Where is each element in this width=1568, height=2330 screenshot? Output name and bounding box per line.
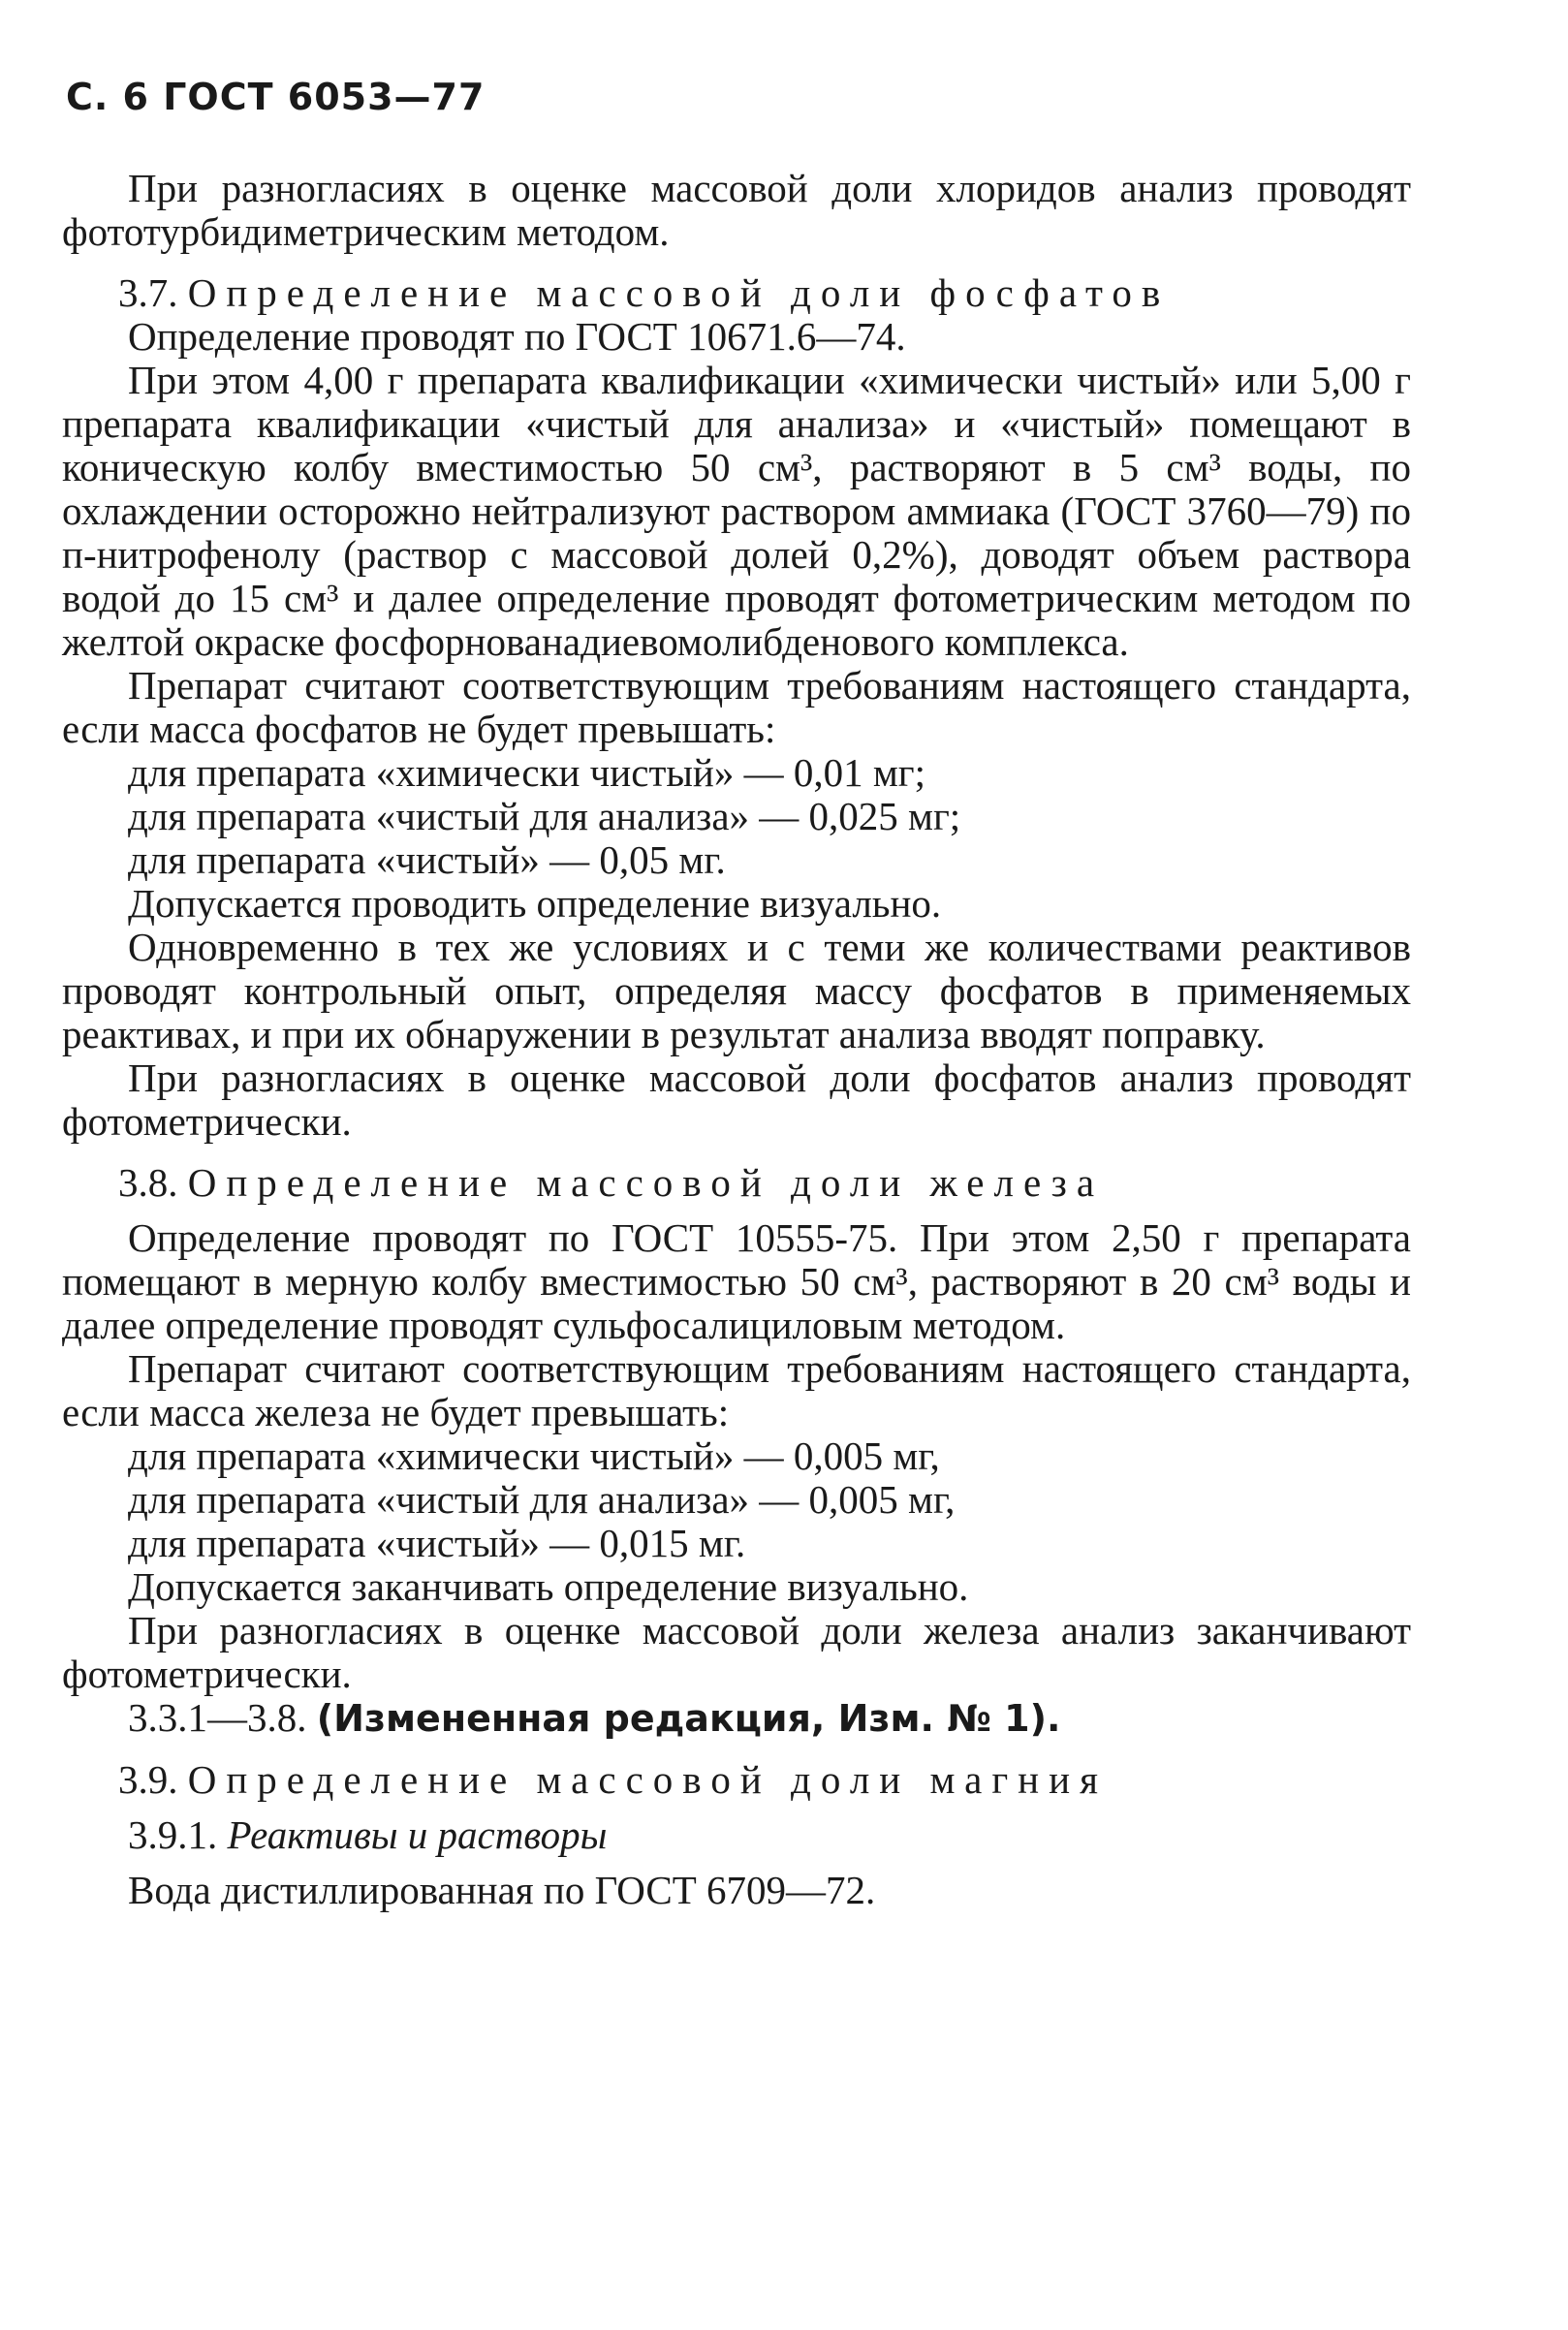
paragraph: Допускается проводить определение визуально. (128, 881, 942, 926)
paragraph: Допускается заканчивать определение визуально. (128, 1564, 969, 1609)
section-title: Определение массовой доли железа (187, 1160, 1105, 1205)
page-header: С. 6 ГОСТ 6053—77 (66, 76, 486, 118)
paragraph: Определение проводят по ГОСТ 10671.6—74. (128, 314, 906, 359)
list-item: для препарата «чистый для анализа» — 0,025 мг; (128, 794, 961, 838)
paragraph: При разногласиях в оценке массовой доли фосфатов анализ проводят фотометрически. (62, 1055, 1411, 1144)
list-item: для препарата «чистый» — 0,05 мг. (128, 837, 726, 882)
section-title: Определение массовой доли фосфатов (187, 270, 1171, 315)
list-item: для препарата «химически чистый» — 0,005 мг, (128, 1433, 940, 1478)
paragraph-chlorides-dispute: При разногласиях в оценке массовой доли хлоридов анализ проводят фототурбидиметрическим методом. (62, 166, 1411, 254)
section-number: 3.8. (118, 1160, 178, 1205)
amendment-note (62, 1696, 1411, 1741)
paragraph: При разногласиях в оценке массовой доли железа анализ заканчивают фотометрически. (62, 1608, 1411, 1696)
section-title: Определение массовой доли магния (187, 1757, 1108, 1802)
document-body (62, 167, 1411, 1912)
section-number: 3.7. (118, 270, 178, 315)
amendment-reference: 3.3.1—3.8. (128, 1695, 307, 1740)
subsection-heading-3-9-1 (62, 1813, 1411, 1857)
section-heading-3-8 (62, 1161, 1411, 1205)
paragraph: При этом 4,00 г препарата квалификации «химически чистый» или 5,00 г препарата квалификации «чистый для анализа» и «чистый» помещают в коническую колбу вместимостью 50 см³, растворяют в 5 см³ воды, по охлаждении осторожно нейтрализуют раствором аммиака (ГОСТ 3760—79) по п-нитрофенолу (раствор с массовой долей 0,2%), доводят объем раствора водой до 15 см³ и далее определение проводят фотометрическим методом по желтой окраске фосфорнованадиевомолибденового комплекса. (62, 358, 1411, 664)
paragraph: Одновременно в тех же условиях и с теми же количествами реактивов проводят контрольный опыт, определяя массу фосфатов в применяемых реактивах, и при их обнаружении в результат анализа вводят поправку. (62, 925, 1411, 1056)
amendment-text: (Измененная редакция, Изм. № 1). (316, 1697, 1061, 1740)
paragraph: Вода дистиллированная по ГОСТ 6709—72. (128, 1868, 876, 1912)
paragraph: Определение проводят по ГОСТ 10555-75. При этом 2,50 г препарата помещают в мерную колбу вместимостью 50 см³, растворяют в 20 см³ воды и далее определение проводят сульфосалициловым методом. (62, 1215, 1411, 1347)
subsection-number: 3.9.1. (128, 1812, 218, 1857)
list-item: для препарата «чистый для анализа» — 0,005 мг, (128, 1477, 956, 1522)
list-item: для препарата «химически чистый» — 0,01 мг; (128, 750, 926, 795)
subsection-title: Реактивы и растворы (227, 1812, 608, 1857)
paragraph: Препарат считают соответствующим требованиям настоящего стандарта, если масса железа не будет превышать: (62, 1346, 1411, 1434)
paragraph: Препарат считают соответствующим требованиям настоящего стандарта, если масса фосфатов не будет превышать: (62, 663, 1411, 751)
section-heading-3-7 (62, 271, 1411, 315)
section-number: 3.9. (118, 1757, 178, 1802)
list-item: для препарата «чистый» — 0,015 мг. (128, 1521, 746, 1565)
section-heading-3-9 (62, 1758, 1411, 1802)
